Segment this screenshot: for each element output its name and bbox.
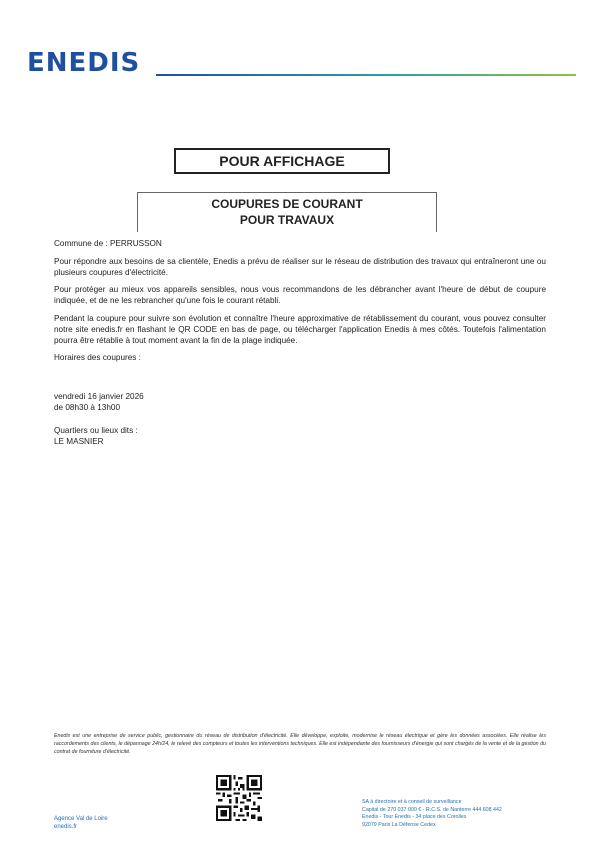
company-line-4: 92079 Paris La Défense Cedex — [362, 822, 436, 829]
quarters-section — [54, 426, 546, 448]
subtitle-line-2: POUR TRAVAUX — [239, 213, 335, 227]
website-link[interactable]: enedis.fr — [54, 824, 78, 830]
enedis-logo: ENEDIS — [27, 48, 141, 78]
qr-code-icon[interactable] — [216, 775, 262, 821]
notice-subtitle — [137, 192, 437, 232]
quarters-value: LE MASNIER — [54, 436, 104, 446]
notice-body — [54, 239, 546, 447]
header-divider — [156, 74, 576, 76]
slot-time: de 08h30 à 13h00 — [54, 402, 121, 412]
subtitle-line-1: COUPURES DE COURANT — [211, 197, 363, 211]
quarters-heading: Quartiers ou lieux dits : — [54, 425, 138, 435]
commune-line: Commune de : PERRUSSON — [54, 239, 162, 248]
agency-name: Agence Val de Loire — [54, 816, 108, 822]
paragraph-intro: Pour répondre aux besoins de sa clientèle, Enedis a prévu de réaliser sur le réseau de distribution des travaux qui entraîneront une ou plusieurs coupures d'électricité. — [54, 256, 546, 277]
company-line-3: Enedis - Tour Enedis - 34 place des Corolles — [362, 814, 467, 821]
company-info — [362, 799, 502, 830]
agency-info — [54, 815, 108, 831]
outage-slot — [54, 392, 546, 414]
notice-title: POUR AFFICHAGE — [174, 148, 390, 174]
hours-heading: Horaires des coupures : — [54, 353, 141, 363]
legal-notice: Enedis est une entreprise de service public, gestionnaire du réseau de distribution d'électricité. Elle développe, exploite, modernise le réseau électrique et gère les données associées. Elle réalise les raccordements des clients, le dépannage 24h/24, le relevé des compteurs et toutes les interventions techniques. Elle est indépendante des fournisseurs d'énergie qui sont chargés de la vente et de la gestion du contrat de fourniture d'électricité. — [54, 733, 546, 755]
company-line-1: SA à directoire et à conseil de surveillance — [362, 799, 462, 805]
company-line-2: Capital de 270 037 000 € - R.C.S. de Nanterre 444 608 442 — [362, 806, 502, 813]
paragraph-protection: Pour protéger au mieux vos appareils sensibles, nous vous recommandons de les débrancher avant l'heure de début de coupure indiquée, et de ne les rebrancher qu'une fois le courant rétabli. — [54, 285, 546, 306]
slot-date: vendredi 16 janvier 2026 — [54, 392, 144, 402]
paragraph-tracking: Pendant la coupure pour suivre son évolution et connaître l'heure approximative de rétablissement du courant, vous pouvez consulter notre site enedis.fr en flashant le QR CODE en bas de page, ou télécharger l'application Enedis à mes côtés. Toutefois l'alimentation pourra être rétablie à tout moment avant la fin de la plage indiquée. — [54, 313, 546, 345]
